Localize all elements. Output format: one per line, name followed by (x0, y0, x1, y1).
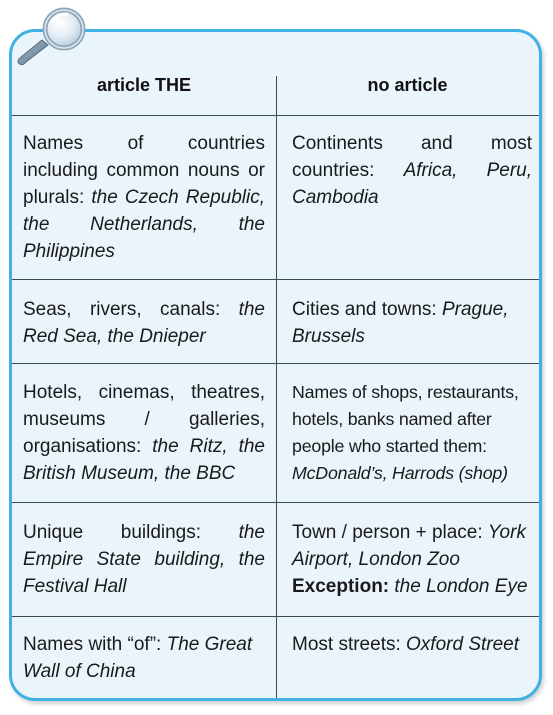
header-no-article: no article (367, 75, 448, 95)
cell-text-segment: Seas, rivers, canals: (23, 299, 239, 320)
row-3-no-article (292, 379, 532, 487)
magnifier-icon (12, 4, 92, 66)
row-2-article-the (23, 296, 265, 350)
grammar-table-card (9, 29, 542, 701)
cell-text-segment: Continents and most countries: (292, 133, 532, 181)
row-1-article-the (23, 130, 265, 265)
cell-text-segment: the Empire State building, the Festival Hall (23, 522, 265, 597)
cell-text-segment: Names of shops, restaurants, hotels, banks named after people who started them: (292, 382, 519, 456)
row-divider (12, 363, 539, 364)
cell-text-segment: Cities and towns: (292, 299, 442, 320)
cell-text-segment: Unique buildings: (23, 522, 239, 543)
cell-text-segment: The Great Wall of China (23, 634, 253, 682)
cell-text-segment: the Ritz, the British Museum, the BBC (23, 436, 266, 484)
row-3-article-the (23, 379, 265, 487)
row-4-article-the (23, 519, 265, 600)
column-divider (276, 76, 277, 698)
row-divider (12, 115, 539, 116)
row-5-no-article (292, 631, 532, 658)
row-divider (12, 616, 539, 617)
cell-text-segment: Names of countries including common nouns or plurals: (23, 133, 265, 208)
cell-text-segment: Prague, Brussels (292, 299, 509, 347)
cell-text-segment: Names with “of”: (23, 634, 167, 655)
row-5-article-the (23, 631, 265, 685)
row-1-no-article (292, 130, 532, 211)
cell-text-segment: Exception: (292, 576, 390, 597)
row-divider (12, 502, 539, 503)
cell-text-segment: the Czech Republic, the Netherlands, the Philippines (23, 187, 265, 262)
cell-text-segment: Most streets: (292, 634, 407, 655)
row-4-no-article (292, 519, 532, 600)
cell-text-segment: McDonald’s, Harrods (shop) (292, 463, 508, 483)
cell-text-segment: the London Eye (394, 576, 528, 597)
cell-text-segment: Town / person + place: (292, 522, 488, 543)
header-article-the: article THE (96, 75, 192, 95)
cell-text-segment: Africa, Peru, Cambodia (292, 160, 532, 208)
cell-text-segment: the Red Sea, the Dnieper (23, 299, 265, 347)
row-2-no-article (292, 296, 532, 350)
cell-text-segment: York Airport, London Zoo (292, 522, 526, 570)
cell-text-segment: Hotels, cinemas, theatres, museums / galleries, organisations: (23, 382, 265, 457)
row-divider (12, 279, 539, 280)
cell-text-segment: Oxford Street (406, 634, 520, 655)
